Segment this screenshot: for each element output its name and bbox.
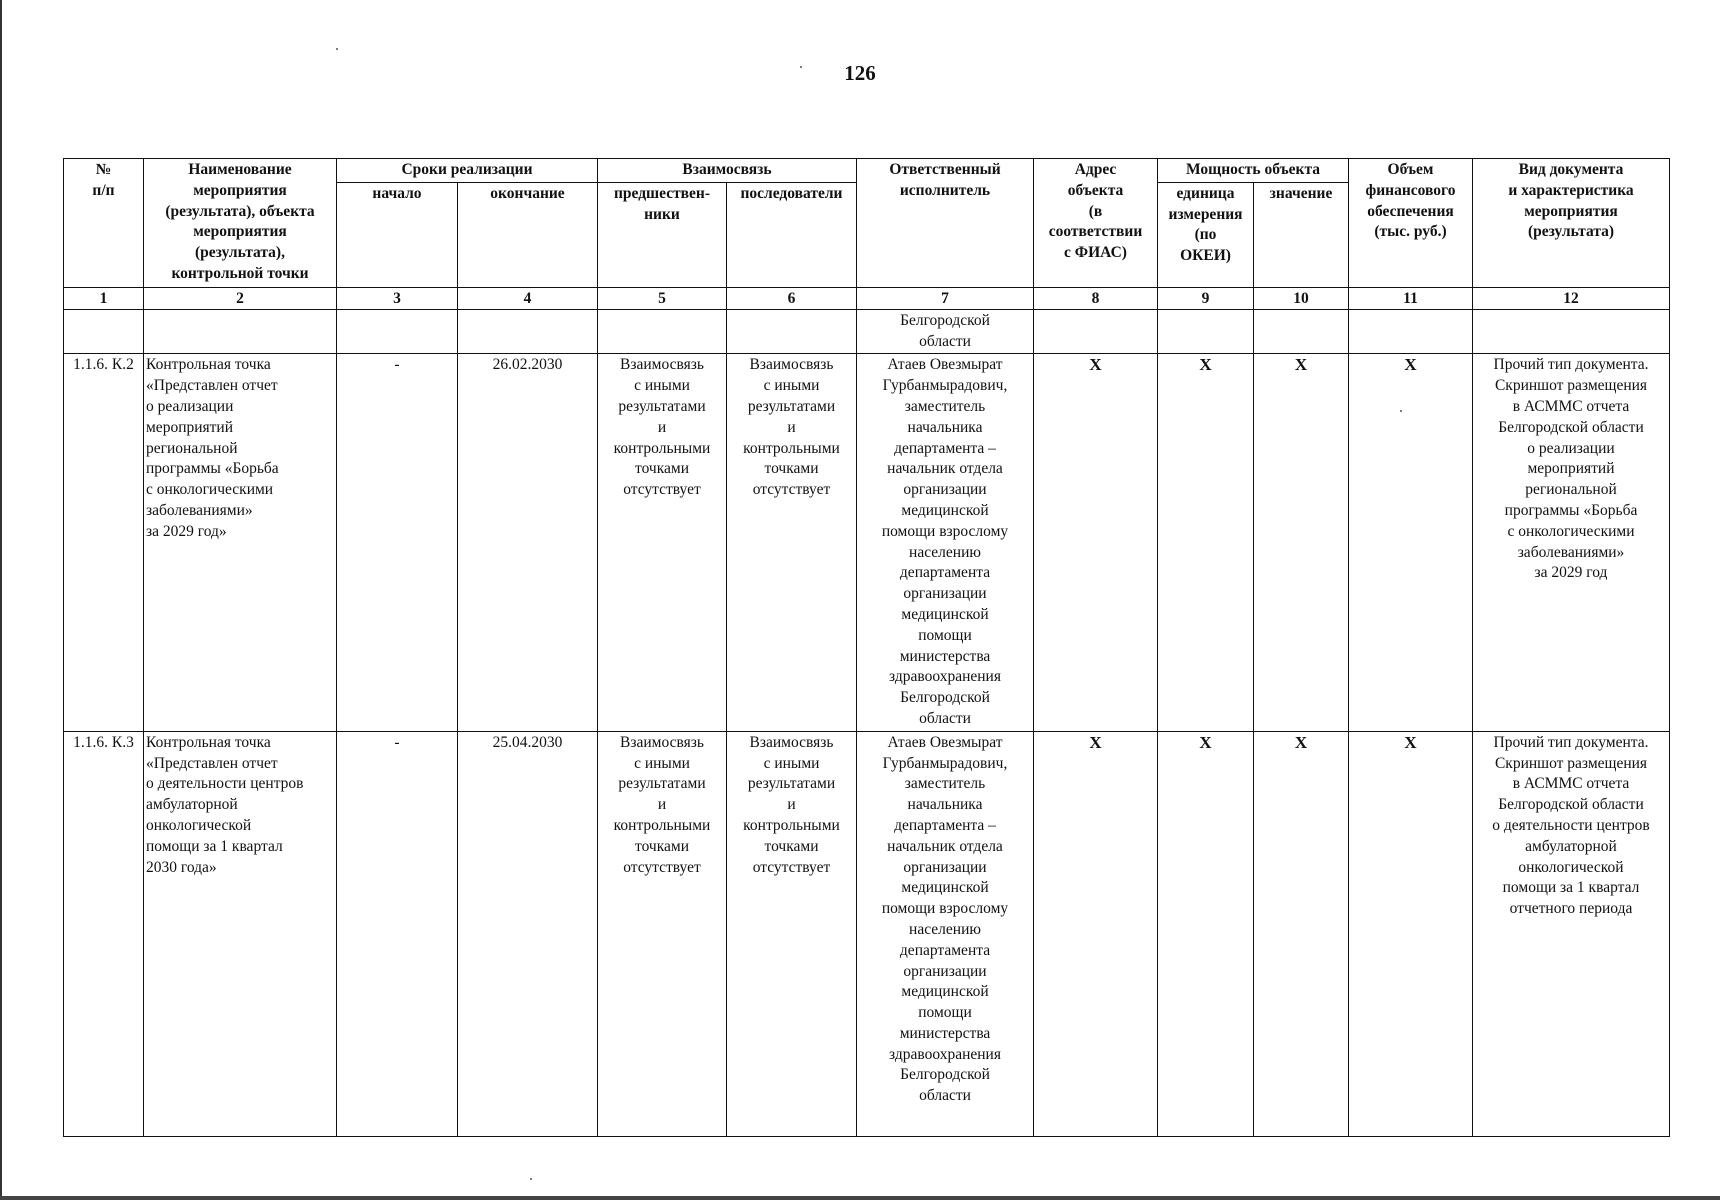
- continued-cell: [727, 309, 857, 354]
- column-number: 5: [598, 287, 727, 309]
- continued-cell: [1254, 309, 1349, 354]
- continued-cell: [458, 309, 598, 354]
- column-number: 12: [1473, 287, 1670, 309]
- continued-responsible: Белгородской области: [857, 309, 1034, 354]
- page-number: 126: [844, 61, 876, 85]
- continued-cell: [337, 309, 458, 354]
- row-predecessors: Взаимосвязь с иными результатами и контрольными точками отсутствует: [598, 354, 727, 731]
- row-successors: Взаимосвязь с иными результатами и контрольными точками отсутствует: [727, 731, 857, 1136]
- header-predecessors: предшествен- ники: [598, 182, 727, 287]
- scan-speck: [530, 1178, 532, 1180]
- column-number: 4: [458, 287, 598, 309]
- row-doc-type: Прочий тип документа. Скриншот размещения в АСММС отчета Белгородской области о деятельности центров амбулаторной онкологической помощи за 1 квартал отчетного периода: [1473, 731, 1670, 1136]
- header-end: окончание: [458, 182, 598, 287]
- row-value: Х: [1254, 731, 1349, 1136]
- row-end: 25.04.2030: [458, 731, 598, 1136]
- row-name: Контрольная точка «Представлен отчет о деятельности центров амбулаторной онкологической помощи за 1 квартал 2030 года»: [144, 731, 337, 1136]
- plan-table: [63, 158, 1670, 1137]
- header-value: значение: [1254, 182, 1349, 287]
- scan-edge-left: [0, 0, 2, 1200]
- header-successors: последователи: [727, 182, 857, 287]
- row-end: 26.02.2030: [458, 354, 598, 731]
- row-doc-type: Прочий тип документа. Скриншот размещения в АСММС отчета Белгородской области о реализации мероприятий региональной программы «Борьба с онкологическими заболеваниями» за 2029 год: [1473, 354, 1670, 731]
- row-value: Х: [1254, 354, 1349, 731]
- continued-cell: [1158, 309, 1254, 354]
- scan-edge-bottom: [0, 1196, 1720, 1200]
- header-terms: Сроки реализации: [337, 159, 598, 183]
- header-relation: Взаимосвязь: [598, 159, 857, 183]
- column-number: 11: [1349, 287, 1473, 309]
- column-number: 7: [857, 287, 1034, 309]
- row-successors: Взаимосвязь с иными результатами и контрольными точками отсутствует: [727, 354, 857, 731]
- header-start: начало: [337, 182, 458, 287]
- row-responsible: Атаев Овезмырат Гурбанмырадович, заместитель начальника департамента – начальник отдела организации медицинской помощи взрослому населению департамента организации медицинской помощи министерства здравоохранения Белгородской области: [857, 354, 1034, 731]
- column-numbers-row: [64, 287, 1670, 309]
- row-start: -: [337, 731, 458, 1136]
- header-capacity: Мощность объекта: [1158, 159, 1349, 183]
- column-number: 10: [1254, 287, 1349, 309]
- header-finance: Объем финансового обеспечения (тыс. руб.): [1349, 159, 1473, 288]
- header-num: № п/п: [64, 159, 144, 288]
- header-doc-type: Вид документа и характеристика мероприятия (результата): [1473, 159, 1670, 288]
- column-number: 6: [727, 287, 857, 309]
- column-number: 3: [337, 287, 458, 309]
- column-number: 2: [144, 287, 337, 309]
- row-finance: Х: [1349, 731, 1473, 1136]
- continued-cell: [1034, 309, 1158, 354]
- table-row: [64, 731, 1670, 1136]
- row-unit: Х: [1158, 731, 1254, 1136]
- continued-cell: [598, 309, 727, 354]
- column-number: 9: [1158, 287, 1254, 309]
- table-row: [64, 354, 1670, 731]
- row-start: -: [337, 354, 458, 731]
- row-responsible: Атаев Овезмырат Гурбанмырадович, заместитель начальника департамента – начальник отдела организации медицинской помощи взрослому населению департамента организации медицинской помощи министерства здравоохранения Белгородской области: [857, 731, 1034, 1136]
- column-number: 1: [64, 287, 144, 309]
- header-name: Наименование мероприятия (результата), объекта мероприятия (результата), контрольной точки: [144, 159, 337, 288]
- column-number: 8: [1034, 287, 1158, 309]
- row-code: 1.1.6. К.2: [64, 354, 144, 731]
- header-responsible: Ответственный исполнитель: [857, 159, 1034, 288]
- continued-row: [64, 309, 1670, 354]
- row-address: Х: [1034, 354, 1158, 731]
- row-address: Х: [1034, 731, 1158, 1136]
- continued-cell: [144, 309, 337, 354]
- header-unit: единица измерения (по ОКЕИ): [1158, 182, 1254, 287]
- row-unit: Х: [1158, 354, 1254, 731]
- continued-cell: [64, 309, 144, 354]
- row-predecessors: Взаимосвязь с иными результатами и контрольными точками отсутствует: [598, 731, 727, 1136]
- row-code: 1.1.6. К.3: [64, 731, 144, 1136]
- continued-cell: [1349, 309, 1473, 354]
- header-row-1: [64, 159, 1670, 183]
- row-name: Контрольная точка «Представлен отчет о реализации мероприятий региональной программы «Борьба с онкологическими заболеваниями» за 2029 год»: [144, 354, 337, 731]
- row-finance: Х: [1349, 354, 1473, 731]
- continued-cell: [1473, 309, 1670, 354]
- scan-speck: [336, 48, 338, 50]
- header-address: Адрес объекта (в соответствии с ФИАС): [1034, 159, 1158, 288]
